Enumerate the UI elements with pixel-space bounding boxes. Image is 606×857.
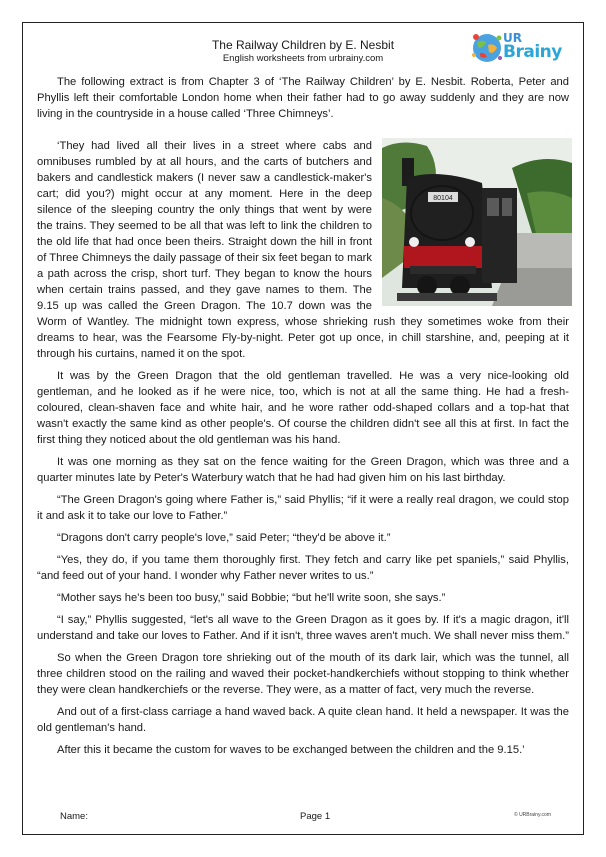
logo-text-brainy: Brainy	[503, 42, 562, 62]
paragraph: “Dragons don't carry people's love,” said Peter; “they'd be above it.”	[57, 532, 391, 544]
paragraph: It was one morning as they sat on the fence waiting for the Green Dragon, which was three and a quarter minutes late by Peter's Waterbury watch that he had had given him on his last birthday.	[37, 456, 569, 484]
copyright-text: © URBrainy.com	[514, 812, 551, 818]
paragraph: And out of a first-class carriage a hand waved back. A quite clean hand. It held a newspaper. It was the old gentleman's hand.	[37, 706, 569, 734]
steam-train-photo	[382, 138, 572, 306]
name-label: Name:	[60, 811, 88, 822]
page-number: Page 1	[300, 811, 331, 822]
urbrainy-logo	[470, 30, 564, 66]
intro-paragraph: The following extract is from Chapter 3 of ‘The Railway Children’ by E. Nesbit. Roberta, Peter and Phyllis left their comfortable London home when their father had to go away suddenly and they are now living in the countryside in a house called ‘Three Chimneys’.	[37, 76, 569, 120]
locomotive-number: 80104	[433, 195, 453, 202]
extract-content	[37, 74, 569, 764]
paragraph: After this it became the custom for waves to be exchanged between the children and the 9.15.’	[57, 744, 525, 756]
page-title: The Railway Children by E. Nesbit	[211, 38, 395, 52]
paragraph: “Mother says he's been too busy,” said Bobbie; “but he'll write soon, she says.”	[57, 592, 446, 604]
paragraph: “The Green Dragon's going where Father is,” said Phyllis; “if it were a really real dragon, we could stop it and ask it to take our love to Father.”	[37, 494, 569, 522]
paragraph: It was by the Green Dragon that the old gentleman travelled. He was a very nice-looking old gentleman, and he looked as if he were nice, too, which is not at all the same thing. He had a fresh-coloured, clean-shaven face and white hair, and he wore rather odd-shaped collars and a top-hat that wasn't exactly the same kind as other people's. Of course the children didn't see all this at first. In fact the first thing they noticed about the old gentleman was his hand.	[37, 370, 569, 446]
paragraph: ‘They had lived all their lives in a street where cabs and omnibuses rumbled by at all hours, and the carts of butchers and bakers and candlestick makers (I never saw a candlestick-maker's cart; did you?) might occur at any moment. Here in the deep silence of the sleeping country the only things that went by were the trains. They seemed to be all that was left to link the children to the old life that had once been theirs. Straight down the hill in front of Three Chimneys the daily passage of their six feet began to mark a path across the crisp, short turf. They began to know the hours when certain trains passed, and they gave names to them. The 9.15 up was called the Green Dragon. The 10.7 down was the Worm of Wantley. The midnight town express, whose shrieking rush they sometimes woke from their dreams to hear, was the Fearsome Fly-by-night. Peter got up once, in chill starshine, and, peeping at it through his curtains, named it on the spot.	[37, 140, 569, 360]
paragraph: So when the Green Dragon tore shrieking out of the mouth of its dark lair, which was the tunnel, all three children stood on the railing and waved their pocket-handkerchiefs without stopping to think whether they were clean handkerchiefs or the reverse. They were, as a matter of fact, very much the reverse.	[37, 652, 569, 696]
paragraph: “I say,” Phyllis suggested, “let's all wave to the Green Dragon as it goes by. If it's a magic dragon, it'll understand and take our loves to Father. And if it isn't, three waves aren't much. We shall never miss them.”	[37, 614, 570, 642]
logo-text-ur: UR	[503, 31, 522, 45]
page-subtitle: English worksheets from urbrainy.com	[222, 53, 384, 64]
globe-icon	[470, 31, 504, 65]
paragraph: “Yes, they do, if you tame them thoroughly first. They fetch and carry like pet spaniels,” said Phyllis, “and feed out of your hand. I wonder why Father never writes to us.”	[37, 554, 569, 582]
